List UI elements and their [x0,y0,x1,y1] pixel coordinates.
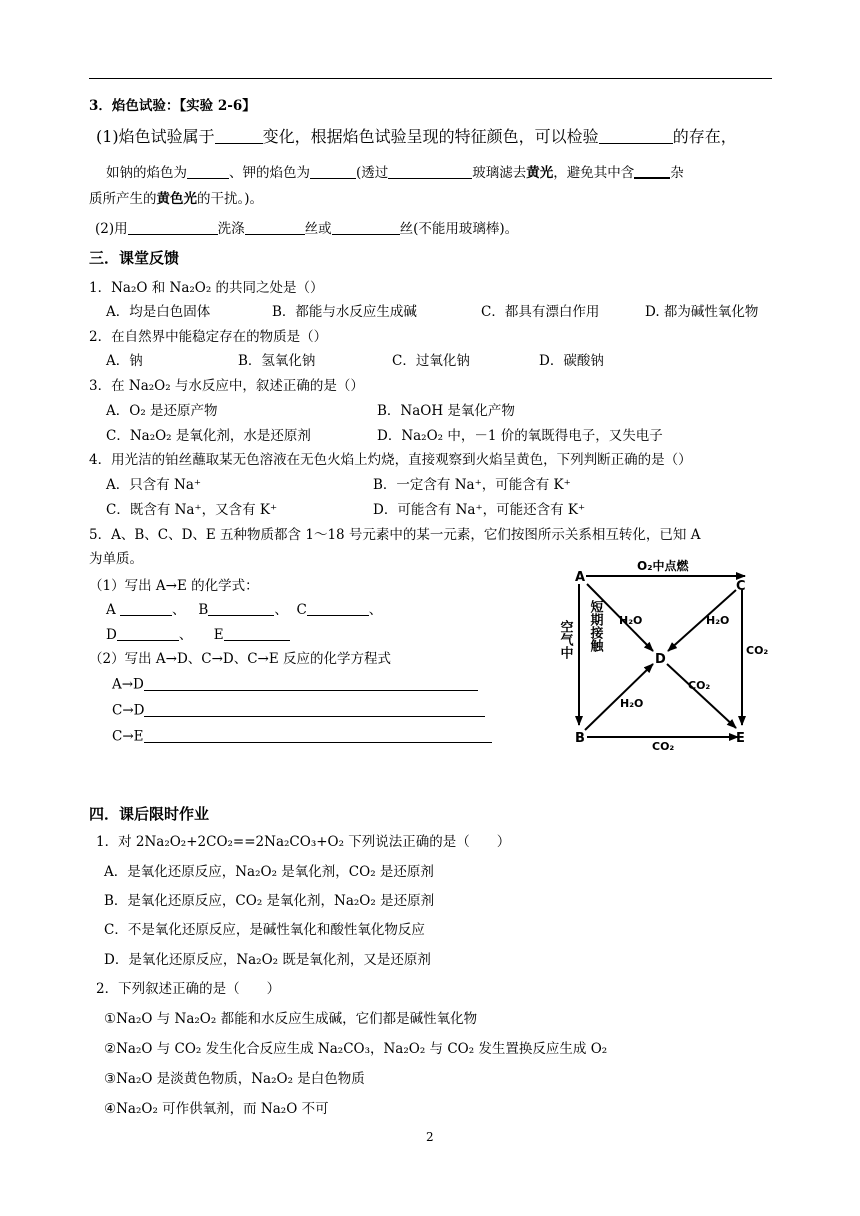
label-c-d-h2o: H₂O [706,614,730,627]
hw-q2-item-1: ①Na₂O 与 Na₂O₂ 都能和水反应生成碱，它们都是碱性氧化物 [104,1011,478,1027]
section-3-number: 3．焰色试验： [89,98,180,114]
blank[interactable] [128,221,218,236]
question-4: 4．用光洁的铂丝蘸取某无色溶液在无色火焰上灼烧，直接观察到火焰呈黄色，下列判断正确的是（） [89,452,692,468]
q4-option-c[interactable]: C．既含有 Na⁺，又含有 K⁺ [106,502,278,518]
question-1: 1．Na₂O 和 Na₂O₂ 的共同之处是（） [89,280,324,296]
label-c-e-co2: CO₂ [746,644,769,657]
equation-c-e-blank[interactable] [144,728,492,743]
label-a-d-h2o: H₂O [619,614,643,627]
hw-q2-item-3: ③Na₂O 是淡黄色物质，Na₂O₂ 是白色物质 [104,1071,365,1087]
homework-heading: 四．课后限时作业 [89,805,210,823]
hw-q2-item-4: ④Na₂O₂ 可作供氧剂，而 Na₂O 不可 [104,1101,329,1117]
blank[interactable] [634,164,670,180]
q2-option-c[interactable]: C．过氧化钠 [392,353,470,369]
hw-question-2: 2．下列叙述正确的是（ ） [96,981,281,997]
equation-c-e: C→E [112,728,492,745]
q2-option-d[interactable]: D．碳酸钠 [539,353,604,369]
node-b: B [575,731,585,746]
q4-option-d[interactable]: D．可能含有 Na⁺，可能还含有 K⁺ [373,502,586,518]
section-3-title [89,94,256,114]
label-d-e-co2: CO₂ [688,679,711,692]
experiment-ref: 【实验 2-6】 [179,98,256,114]
hw-q1-option-b[interactable]: B．是氧化还原反应，CO₂ 是氧化剂，Na₂O₂ 是还原剂 [104,893,435,909]
q5-sub1: （1）写出 A→E 的化学式： [89,578,259,594]
label-a-d-short: 短期接触 [587,600,603,652]
q3-option-d[interactable]: D．Na₂O₂ 中，－1 价的氧既得电子，又失电子 [377,428,663,444]
feedback-heading: 三．课堂反馈 [89,249,180,267]
hw-q1-option-c[interactable]: C．不是氧化还原反应，是碱性氧化和酸性氧化物反应 [104,922,425,938]
node-a: A [575,570,586,585]
q3-option-b[interactable]: B．NaOH 是氧化产物 [377,403,515,419]
blank[interactable] [388,165,472,180]
q4-option-b[interactable]: B．一定含有 Na⁺，可能含有 K⁺ [373,477,571,493]
equation-c-d: C→D [112,702,485,719]
question-5-line1: 5．A、B、C、D、E 五种物质都含 1～18 号元素中的某一元素，它们按图所示关系相互转化，已知 A [89,527,701,543]
equation-c-d-blank[interactable] [144,702,485,717]
header-rule [89,78,772,79]
question-5-line2: 为单质。 [89,551,143,567]
blank[interactable] [310,165,356,180]
blank-d[interactable] [117,627,179,642]
q2-option-b[interactable]: B．氢氧化钠 [238,353,316,369]
hw-q1-option-a[interactable]: A．是氧化还原反应，Na₂O₂ 是氧化剂，CO₂ 是还原剂 [104,864,434,880]
blank[interactable] [215,127,263,144]
reaction-diagram [557,550,780,753]
q2-option-a[interactable]: A．钠 [106,353,143,369]
page-number: 2 [426,1130,434,1144]
blank[interactable] [187,165,229,180]
q1-option-a[interactable]: A．均是白色固体 [106,304,211,320]
question-3: 3．在 Na₂O₂ 与水反应中，叙述正确的是（） [89,378,364,394]
node-d: D [655,652,666,667]
blank-c[interactable] [307,602,369,617]
q3-option-c[interactable]: C．Na₂O₂ 是氧化剂，水是还原剂 [106,428,311,444]
question-2: 2．在自然界中能稳定存在的物质是（） [89,329,328,345]
blank-e[interactable] [224,627,290,642]
sec3-line3: 质所产生的黄色光的干扰。)。 [89,191,264,207]
node-c: C [736,579,746,594]
q4-option-a[interactable]: A．只含有 Na⁺ [106,477,202,493]
q5-formula-row2: D 、 E [106,623,290,643]
blank-a[interactable] [120,602,172,617]
q5-sub2: （2）写出 A→D、C→D、C→E 反应的化学方程式 [89,651,392,667]
q1-option-d[interactable]: D. 都为碱性氧化物 [645,304,759,320]
q5-formula-row1: A 、 B 、 C 、 [106,602,383,618]
sec3-line4: (2)用 洗涤 丝或 丝(不能用玻璃棒)。 [95,221,519,237]
blank-b[interactable] [208,602,274,617]
sec3-line2: 如钠的焰色为 、钾的焰色为 (透过 玻璃滤去黄光，避免其中含 杂 [106,165,684,181]
q1-option-b[interactable]: B．都能与水反应生成碱 [272,304,417,320]
hw-q2-item-2: ②Na₂O 与 CO₂ 发生化合反应生成 Na₂CO₃，Na₂O₂ 与 CO₂ 发生置换反应生成 O₂ [104,1041,608,1057]
hw-question-1: 1．对 2Na₂O₂+2CO₂==2Na₂CO₃+O₂ 下列说法正确的是（ ） [96,834,511,850]
blank[interactable] [599,127,673,144]
equation-a-d: A→D [112,676,478,693]
label-b-d-h2o: H₂O [620,697,644,710]
label-a-c: O₂中点燃 [637,559,689,573]
blank[interactable] [245,221,305,236]
equation-a-d-blank[interactable] [144,676,478,691]
sec3-line1: (1)焰色试验属于 变化，根据焰色试验呈现的特征颜色，可以检验 的存在， [96,127,737,146]
blank[interactable] [332,221,400,236]
q1-option-c[interactable]: C．都具有漂白作用 [481,304,600,320]
q3-option-a[interactable]: A．O₂ 是还原产物 [106,403,218,419]
label-a-b: 空气中 [557,620,573,659]
hw-q1-option-d[interactable]: D．是氧化还原反应，Na₂O₂ 既是氧化剂，又是还原剂 [104,952,431,968]
node-e: E [736,731,745,746]
arrow-d-e [667,664,736,728]
label-b-e-co2: CO₂ [652,740,675,753]
